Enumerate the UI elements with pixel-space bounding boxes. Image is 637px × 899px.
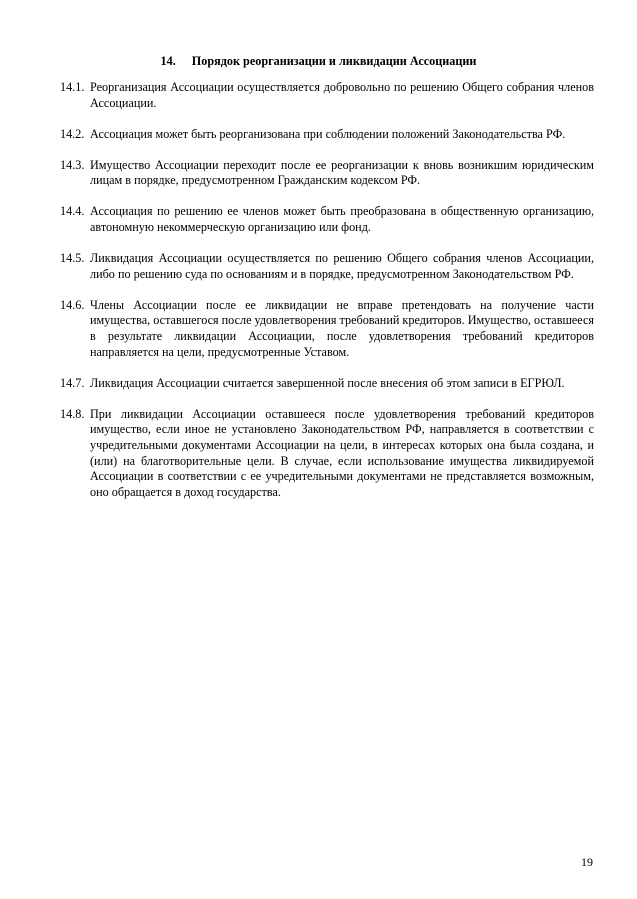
clause-item — [60, 251, 594, 282]
clause-item — [60, 127, 594, 143]
clause-number: 14.7. — [60, 375, 85, 390]
clause-text: Ликвидация Ассоциации осуществляется по решению Общего собрания членов Ассоциации, либо по решению суда по основаниям и в порядке, предусмотренном Законодательством РФ. — [90, 251, 594, 281]
clause-number: 14.6. — [60, 297, 85, 312]
clause-item — [60, 298, 594, 360]
clause-item — [60, 376, 594, 392]
clause-text: При ликвидации Ассоциации оставшееся после удовлетворения требований кредиторов имущество, если иное не установлено Законодательством РФ, направляется в соответствии с учредительными документами Ассоциации на цели, в интересах которых она была создана, и (или) на благотворительные цели. В случае, если использование имущества ликвидируемой Ассоциации в соответствии с ее учредительными документами не представляется возможным, оно обращается в доход государства. — [90, 406, 594, 499]
clause-number: 14.8. — [60, 406, 85, 421]
clause-text: Реорганизация Ассоциации осуществляется добровольно по решению Общего собрания членов Ассоциации. — [90, 80, 594, 110]
page-number: 19 — [581, 855, 593, 869]
section-number: 14. — [160, 54, 176, 68]
clause-number: 14.2. — [60, 126, 85, 141]
clause-number: 14.1. — [60, 80, 85, 94]
clause-text: Имущество Ассоциации переходит после ее реорганизации к вновь возникшим юридическим лицам в порядке, предусмотренном Гражданским кодексом РФ. — [90, 157, 594, 188]
clause-list — [60, 80, 594, 516]
clause-number: 14.5. — [60, 251, 85, 266]
clause-item — [60, 407, 594, 501]
clause-item — [60, 158, 594, 189]
clause-item — [60, 80, 594, 111]
clause-number: 14.3. — [60, 157, 85, 172]
clause-number: 14.4. — [60, 204, 85, 219]
clause-text: Ликвидация Ассоциации считается завершенной после внесения об этом записи в ЕГРЮЛ. — [90, 375, 565, 390]
clause-text: Члены Ассоциации после ее ликвидации не вправе претендовать на получение части имущества, оставшегося после удовлетворения требований кредиторов. Имущество, оставшееся в результате ликвидации Ассоциации, после удовлетворения требований кредиторов направляется на цели, предусмотренные Уставом. — [90, 297, 594, 359]
clause-text: Ассоциация по решению ее членов может быть преобразована в общественную организацию, автономную некоммерческую организацию или фонд. — [90, 204, 594, 235]
clause-text: Ассоциация может быть реорганизована при соблюдении положений Законодательства РФ. — [90, 126, 566, 141]
clause-item — [60, 204, 594, 235]
section-title: Порядок реорганизации и ликвидации Ассоциации — [191, 54, 477, 68]
section-heading — [0, 53, 637, 69]
